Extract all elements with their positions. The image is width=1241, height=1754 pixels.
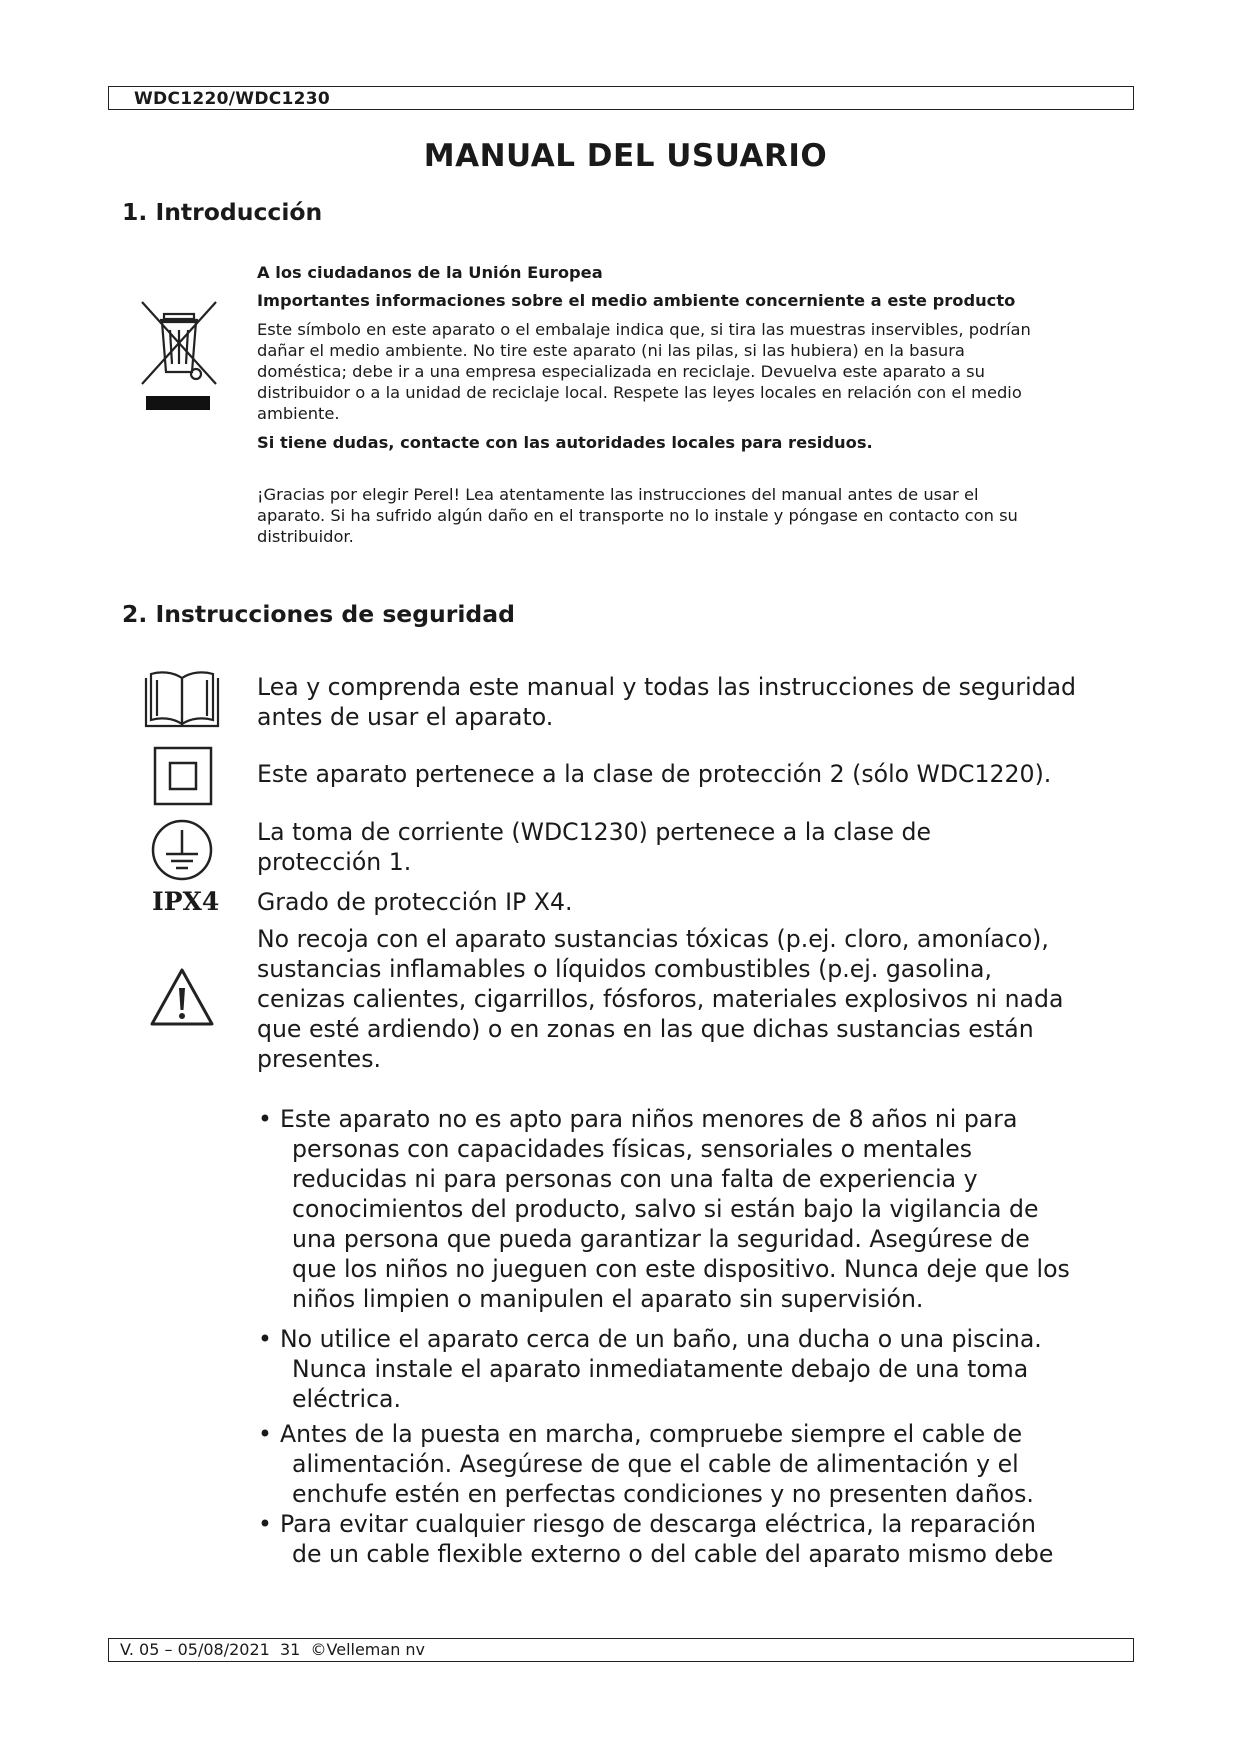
protective-earth-icon [150,818,214,882]
thanks-line: aparato. Si ha sufrido algún daño en el transporte no lo instale y póngase en contacto con su [257,506,1018,525]
thanks-paragraph [257,484,1117,547]
class-ii-double-square-icon [153,746,213,806]
safety-item-text: Este aparato pertenece a la clase de protección 2 (sólo WDC1220). [257,760,1052,788]
safety-item-text: Lea y comprenda este manual y todas las instrucciones de seguridad antes de usar el aparato. [257,673,1077,731]
model-number: WDC1220/WDC1230 [134,89,331,109]
bullet-item: • Este aparato no es apto para niños menores de 8 años ni para personas con capacidades físicas, sensoriales o mentales reducidas ni para personas con una falta de experiencia y conocimientos del producto, salvo si están bajo la vigilancia de una persona que pueda garantizar la seguridad. Asegúrese de que los niños no jueguen con este dispositivo. Nunca deje que los niños limpien o manipulen el aparato sin supervisión. [258,1105,1070,1313]
eu-subtitle: Importantes informaciones sobre el medio ambiente concerniente a este producto [257,291,1016,310]
ipx4-label: IPX4 [152,887,220,916]
safety-item-text: La toma de corriente (WDC1230) pertenece a la clase de protección 1. [257,818,932,876]
eu-line: dañar el medio ambiente. No tire este aparato (ni las pilas, si las hubiera) en la basura [257,341,965,360]
bullet-item: • No utilice el aparato cerca de un baño, una ducha o una piscina. Nunca instale el aparato inmediatamente debajo de una toma eléctrica. [258,1325,1042,1413]
safety-item-text: Grado de protección IP X4. [257,888,573,916]
weee-crossed-bin-icon [138,300,222,418]
eu-line: ambiente. [257,404,340,423]
footer-copyright: ©Velleman nv [310,1640,426,1659]
page-title: MANUAL DEL USUARIO [423,138,828,174]
eu-line: doméstica; debe ir a una empresa especializada en reciclaje. Devuelva este aparato a su [257,362,985,381]
footer-version: V. 05 – 05/08/2021 [120,1640,270,1659]
section-heading-introduction: 1. Introducción [122,198,323,226]
eu-line: Este símbolo en este aparato o el embalaje indica que, si tira las muestras inservibles, podrían [257,320,1031,339]
safety-item-text: No recoja con el aparato sustancias tóxicas (p.ej. cloro, amoníaco), sustancias inflamables o líquidos combustibles (p.ej. gasolina, cenizas calientes, cigarrillos, fósforos, materiales explosivos ni nada que esté ardiendo) o en zonas en las que dichas sustancias están presentes. [257,925,1064,1073]
section-heading-safety: 2. Instrucciones de seguridad [122,600,515,628]
eu-line: distribuidor o a la unidad de reciclaje local. Respete las leyes locales en relación con el medio [257,383,1022,402]
book-icon [143,668,221,730]
thanks-line: distribuidor. [257,527,354,546]
thanks-line: ¡Gracias por elegir Perel! Lea atentamente las instrucciones del manual antes de usar el [257,485,979,504]
bullet-item: • Para evitar cualquier riesgo de descarga eléctrica, la reparación de un cable flexible externo o del cable del aparato mismo debe [258,1510,1054,1568]
warning-icon [148,966,216,1028]
eu-paragraph [257,319,1117,424]
eu-contact: Si tiene dudas, contacte con las autoridades locales para residuos. [257,433,873,452]
page-footer [120,1640,425,1659]
bullet-item: • Antes de la puesta en marcha, compruebe siempre el cable de alimentación. Asegúrese de que el cable de alimentación y el enchufe estén en perfectas condiciones y no presenten daños. [258,1420,1034,1508]
eu-title: A los ciudadanos de la Unión Europea [257,263,603,282]
footer-page-number: 31 [279,1640,301,1659]
